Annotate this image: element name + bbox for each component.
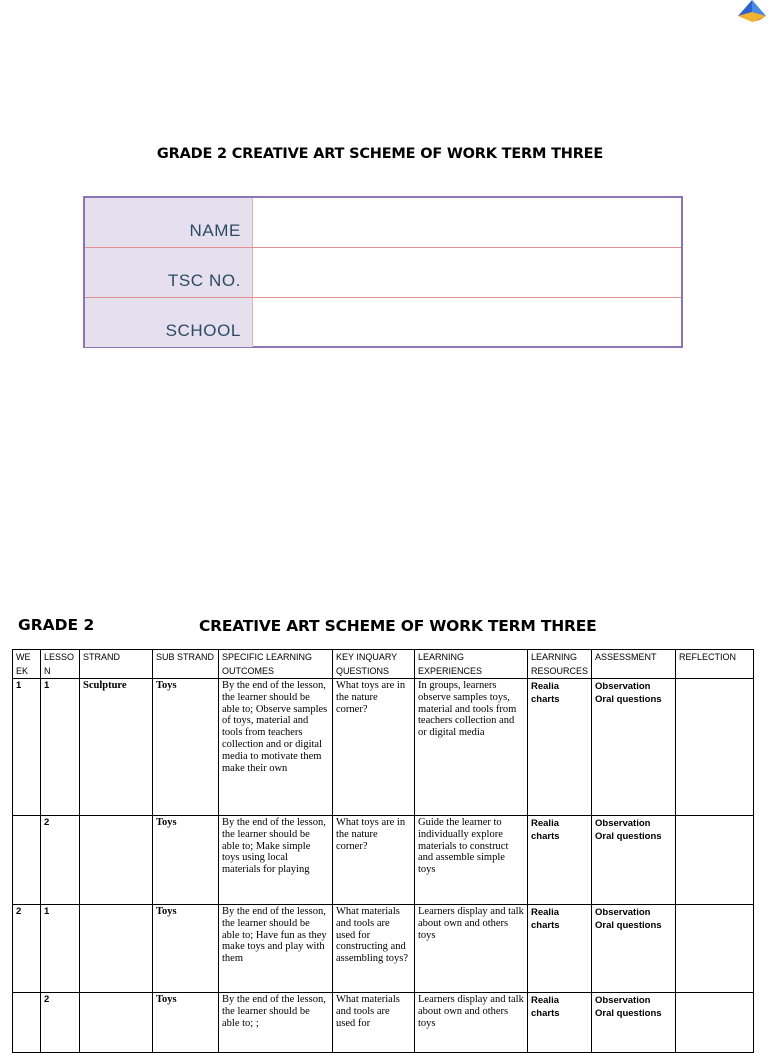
cell-week: 2 (13, 905, 41, 993)
cell-lesson: 2 (41, 993, 80, 1053)
table-row (13, 905, 754, 993)
cell-questions: What toys are in the nature corner? (333, 816, 415, 905)
table-header-row (13, 650, 754, 679)
header-assessment: ASSESSMENT (592, 650, 676, 679)
cell-questions: What materials and tools are used for (333, 993, 415, 1053)
cover-title: GRADE 2 CREATIVE ART SCHEME OF WORK TERM THREE (156, 146, 604, 162)
cell-reflection[interactable] (676, 905, 754, 993)
tsc-no-row (85, 248, 681, 298)
teacher-info-box (83, 196, 683, 348)
header-strand: STRAND (80, 650, 153, 679)
name-field[interactable] (253, 198, 681, 247)
cell-strand (80, 816, 153, 905)
header-resources: LEARNING RESOURCES (528, 650, 592, 679)
scheme-title: CREATIVE ART SCHEME OF WORK TERM THREE (199, 617, 597, 635)
cell-lesson: 2 (41, 816, 80, 905)
logo-icon (736, 0, 768, 26)
header-experiences: LEARNING EXPERIENCES (415, 650, 528, 679)
cell-experiences: In groups, learners observe samples toys, material and tools from teachers collection and or digital media (415, 679, 528, 816)
cell-resources: Realia charts (528, 993, 592, 1053)
cell-experiences: Guide the learner to individually explore materials to construct and assemble simple toys (415, 816, 528, 905)
header-lesson: LESSO N (41, 650, 80, 679)
cell-reflection[interactable] (676, 679, 754, 816)
cell-outcomes: By the end of the lesson, the learner should be able to; ; (219, 993, 333, 1053)
tsc-no-field[interactable] (253, 248, 681, 297)
school-label: SCHOOL (85, 298, 253, 347)
cell-strand: Sculpture (80, 679, 153, 816)
cell-assessment: Observation Oral questions (592, 993, 676, 1053)
cell-resources: Realia charts (528, 816, 592, 905)
cell-lesson: 1 (41, 679, 80, 816)
scheme-table (12, 649, 754, 1053)
header-sub-strand: SUB STRAND (153, 650, 219, 679)
cell-week: 1 (13, 679, 41, 816)
header-week: WE EK (13, 650, 41, 679)
table-row (13, 816, 754, 905)
cell-assessment: Observation Oral questions (592, 679, 676, 816)
school-row (85, 298, 681, 347)
cell-assessment: Observation Oral questions (592, 905, 676, 993)
cell-resources: Realia charts (528, 905, 592, 993)
cell-week (13, 816, 41, 905)
cell-questions: What toys are in the nature corner? (333, 679, 415, 816)
cell-experiences: Learners display and talk about own and others toys (415, 905, 528, 993)
cell-reflection[interactable] (676, 993, 754, 1053)
cell-lesson: 1 (41, 905, 80, 993)
cell-strand (80, 905, 153, 993)
header-outcomes: SPECIFIC LEARNING OUTCOMES (219, 650, 333, 679)
cell-sub-strand: Toys (153, 679, 219, 816)
cell-reflection[interactable] (676, 816, 754, 905)
cell-sub-strand: Toys (153, 816, 219, 905)
name-label: NAME (85, 198, 253, 247)
tsc-no-label: TSC NO. (85, 248, 253, 297)
table-row (13, 679, 754, 816)
table-row (13, 993, 754, 1053)
cell-questions: What materials and tools are used for constructing and assembling toys? (333, 905, 415, 993)
school-field[interactable] (253, 298, 681, 347)
cell-sub-strand: Toys (153, 905, 219, 993)
name-row (85, 198, 681, 248)
cell-experiences: Learners display and talk about own and others toys (415, 993, 528, 1053)
cell-sub-strand: Toys (153, 993, 219, 1053)
cell-resources: Realia charts (528, 679, 592, 816)
cell-outcomes: By the end of the lesson, the learner should be able to; Observe samples of toys, material and tools from teachers collection and or digital media to motivate them make their own (219, 679, 333, 816)
grade-label: GRADE 2 (18, 616, 95, 634)
header-reflection: REFLECTION (676, 650, 754, 679)
cell-assessment: Observation Oral questions (592, 816, 676, 905)
cell-strand (80, 993, 153, 1053)
header-questions: KEY INQUARY QUESTIONS (333, 650, 415, 679)
cell-outcomes: By the end of the lesson, the learner should be able to; Make simple toys using local materials for playing (219, 816, 333, 905)
cell-week (13, 993, 41, 1053)
cell-outcomes: By the end of the lesson, the learner should be able to; Have fun as they make toys and play with them (219, 905, 333, 993)
